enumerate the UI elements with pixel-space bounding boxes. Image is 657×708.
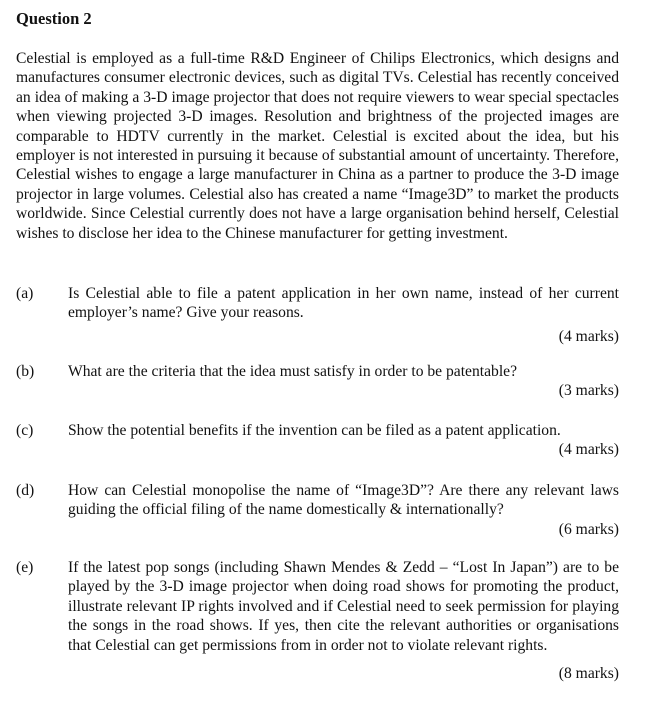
part-label: (c) (16, 422, 34, 439)
part-marks: (8 marks) (558, 665, 619, 683)
part-marks: (3 marks) (558, 382, 619, 400)
part-label: (a) (16, 285, 34, 302)
part-text: What are the criteria that the idea must satisfy in order to be patentable? (68, 363, 517, 380)
question-part-d (16, 481, 619, 539)
part-marks: (6 marks) (558, 520, 619, 538)
part-text: How can Celestial monopolise the name of “Image3D”? Are there any relevant laws guiding the official filing of the name domestically & internationally? (68, 482, 619, 519)
part-label: (d) (16, 482, 35, 499)
part-marks: (4 marks) (558, 441, 619, 459)
scenario-paragraph: Celestial is employed as a full-time R&D Engineer of Chilips Electronics, which designs and manufactures consumer electronic devices, such as digital TVs. Celestial has recently conceived an idea of making a 3-D image projector that does not require viewers to wear special spectacles when viewing projected 3-D images. Resolution and brightness of the projected images are comparable to HDTV currently in the market. Celestial is excited about the idea, but his employer is not interested in pursuing it because of substantial amount of uncertainty. Therefore, Celestial wishes to engage a large manufacturer in China as a partner to produce the 3-D image projector in large volumes. Celestial also has created a name “Image3D” to market the products worldwide. Since Celestial currently does not have a large organisation behind herself, Celestial wishes to disclose her idea to the Chinese manufacturer for getting investment. (16, 50, 619, 242)
question-part-c (16, 421, 619, 460)
question-part-b (16, 362, 619, 401)
question-part-e (16, 558, 619, 683)
part-marks: (4 marks) (558, 327, 619, 345)
part-text: Is Celestial able to file a patent application in her own name, instead of her current employer’s name? Give your reasons. (68, 285, 619, 322)
part-label: (b) (16, 363, 35, 380)
question-part-a (16, 284, 619, 346)
question-heading: Question 2 (16, 9, 92, 28)
part-text: If the latest pop songs (including Shawn Mendes & Zedd – “Lost In Japan”) are to be played by the 3-D image projector when doing road shows for promoting the product, illustrate relevant IP rights involved and if Celestial need to seek permission for playing the songs in the road shows. If yes, then cite the relevant authorities or organisations that Celestial can get permissions from in order not to violate relevant rights. (68, 559, 619, 654)
part-label: (e) (16, 559, 34, 576)
part-text: Show the potential benefits if the invention can be filed as a patent application. (68, 422, 561, 439)
